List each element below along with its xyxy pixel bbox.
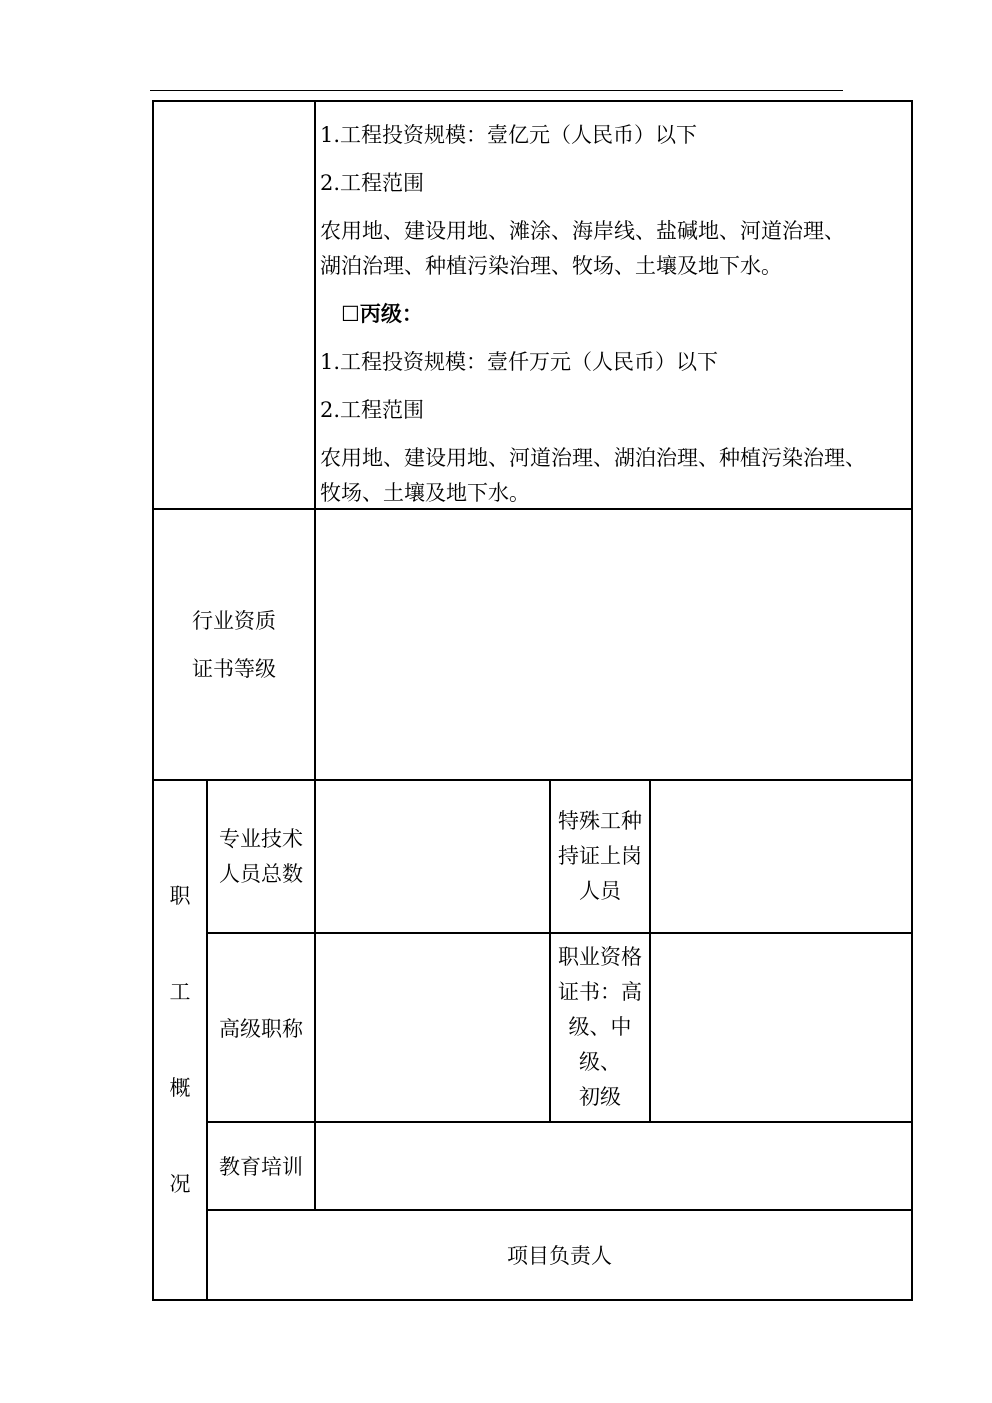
special-work-label: 持证上岗 <box>558 844 642 868</box>
senior-title-label-cell <box>208 934 314 1121</box>
tech-total-label: 人员总数 <box>219 861 303 886</box>
staff-group-char: 工 <box>169 980 191 1004</box>
special-work-label-cell <box>551 781 649 932</box>
industry-label: 证书等级 <box>192 656 276 681</box>
vocational-cert-label: 职业资格 <box>558 945 642 969</box>
header-rule <box>150 90 843 91</box>
staff-group-label-cell <box>154 781 206 1299</box>
senior-title-value-cell[interactable] <box>316 934 549 1121</box>
bing-heading: 丙级： <box>359 301 423 326</box>
staff-group-char: 职 <box>169 884 191 908</box>
tech-total-value-cell[interactable] <box>316 781 549 932</box>
staff-group-char: 况 <box>169 1172 191 1196</box>
industry-label-cell <box>154 510 314 779</box>
vocational-cert-label: 初级 <box>579 1085 621 1109</box>
tech-total-label-cell <box>208 781 314 932</box>
yi-scope-line: 湖泊治理、种植污染治理、牧场、土壤及地下水。 <box>320 254 782 278</box>
project-leader-cell <box>208 1211 911 1299</box>
special-work-value-cell[interactable] <box>651 781 911 932</box>
project-leader-label: 项目负责人 <box>507 1244 612 1268</box>
industry-label: 行业资质 <box>192 608 276 633</box>
senior-title-label: 高级职称 <box>219 1016 303 1041</box>
yi-scale-text: 1.工程投资规模：壹亿元（人民币）以下 <box>320 123 698 147</box>
vocational-cert-label: 证书：高 <box>558 980 642 1004</box>
tech-total-label: 专业技术 <box>219 826 303 851</box>
vocational-cert-value-cell[interactable] <box>651 934 911 1121</box>
education-label-cell <box>208 1123 314 1209</box>
special-work-label: 特殊工种 <box>558 809 642 833</box>
yi-scope-line: 农用地、建设用地、滩涂、海岸线、盐碱地、河道治理、 <box>320 219 845 243</box>
yi-scope-title: 2.工程范围 <box>320 171 425 195</box>
vocational-cert-label-cell <box>551 934 649 1121</box>
staff-group-char: 概 <box>169 1076 191 1100</box>
education-value-cell[interactable] <box>316 1123 911 1209</box>
education-label: 教育培训 <box>219 1155 303 1179</box>
bing-scope-line: 农用地、建设用地、河道治理、湖泊治理、种植污染治理、 <box>320 446 866 470</box>
vocational-cert-label: 级、中级、 <box>568 1015 632 1074</box>
bing-scale-text: 1.工程投资规模：壹仟万元（人民币）以下 <box>320 350 719 374</box>
bing-scope-line: 牧场、土壤及地下水。 <box>320 481 530 505</box>
bing-checkbox[interactable]: ☐ <box>341 302 360 326</box>
special-work-label: 人员 <box>579 879 621 903</box>
bing-scope-title: 2.工程范围 <box>320 398 425 422</box>
industry-value-cell[interactable] <box>316 510 911 779</box>
